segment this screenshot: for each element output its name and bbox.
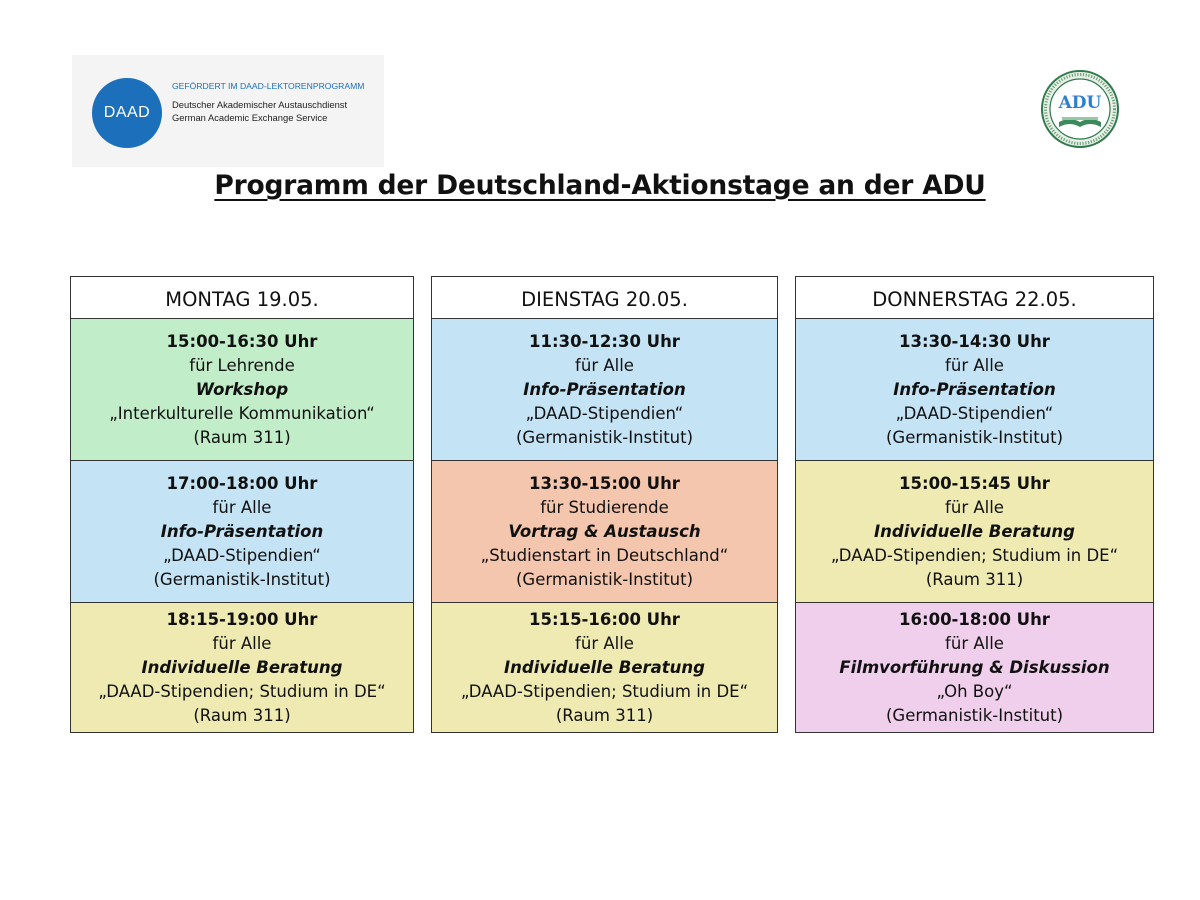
day-heading: DONNERSTAG 22.05. xyxy=(796,277,1153,319)
event-location: (Germanistik-Institut) xyxy=(153,569,331,589)
event-type: Workshop xyxy=(195,379,289,399)
daad-name-de: Deutscher Akademischer Austauschdienst xyxy=(172,99,348,110)
adu-logo-text: ADU xyxy=(1058,93,1102,113)
event-location: (Raum 311) xyxy=(925,569,1024,589)
day-column-monday xyxy=(70,276,414,733)
event-location: (Germanistik-Institut) xyxy=(885,705,1064,725)
event-time: 15:00-15:45 Uhr xyxy=(899,473,1050,493)
event-time: 17:00-18:00 Uhr xyxy=(166,473,318,493)
event-time: 13:30-15:00 Uhr xyxy=(529,473,680,493)
event-location: (Germanistik-Institut) xyxy=(515,427,694,447)
event-time: 15:00-16:30 Uhr xyxy=(166,331,318,351)
event-type: Individuelle Beratung xyxy=(504,657,705,677)
event-location: (Germanistik-Institut) xyxy=(885,427,1064,447)
event-time: 15:15-16:00 Uhr xyxy=(529,609,680,629)
event-cell xyxy=(71,461,413,603)
day-column-tuesday xyxy=(431,276,778,733)
event-cell xyxy=(796,461,1153,603)
event-time: 18:15-19:00 Uhr xyxy=(166,609,318,629)
event-audience: für Alle xyxy=(575,355,634,375)
page-title: Programm der Deutschland-Aktionstage an der ADU xyxy=(214,170,986,201)
event-type: Individuelle Beratung xyxy=(874,521,1075,541)
event-audience: für Alle xyxy=(575,633,634,653)
day-column-thursday xyxy=(795,276,1154,733)
event-time: 13:30-14:30 Uhr xyxy=(899,331,1050,351)
event-audience: für Alle xyxy=(945,633,1004,653)
daad-name-en: German Academic Exchange Service xyxy=(172,112,328,123)
event-cell xyxy=(71,603,413,732)
event-cell xyxy=(432,461,777,603)
event-audience: für Studierende xyxy=(540,497,669,517)
event-cell xyxy=(432,603,777,732)
event-location: (Raum 311) xyxy=(193,427,291,447)
event-topic: „Oh Boy“ xyxy=(936,681,1013,701)
event-location: (Raum 311) xyxy=(555,705,654,725)
event-cell xyxy=(796,603,1153,732)
event-topic: „Interkulturelle Kommunikation“ xyxy=(109,403,375,423)
event-cell xyxy=(796,319,1153,461)
event-topic: „Studienstart in Deutschland“ xyxy=(480,545,729,565)
event-topic: „DAAD-Stipendien“ xyxy=(163,545,321,565)
event-cell xyxy=(432,319,777,461)
event-type: Individuelle Beratung xyxy=(141,657,343,677)
event-cell xyxy=(71,319,413,461)
event-type: Info-Präsentation xyxy=(160,521,324,541)
event-time: 16:00-18:00 Uhr xyxy=(899,609,1050,629)
daad-tagline: GEFÖRDERT IM DAAD-LEKTORENPROGRAMM xyxy=(172,81,365,91)
day-heading: MONTAG 19.05. xyxy=(71,277,413,319)
daad-logo xyxy=(72,55,384,167)
event-audience: für Lehrende xyxy=(189,355,295,375)
event-audience: für Alle xyxy=(945,497,1004,517)
event-audience: für Alle xyxy=(212,497,272,517)
daad-badge: DAAD xyxy=(92,78,162,148)
event-audience: für Alle xyxy=(212,633,272,653)
event-topic: „DAAD-Stipendien“ xyxy=(525,403,684,423)
event-location: (Raum 311) xyxy=(193,705,291,725)
event-audience: für Alle xyxy=(945,355,1004,375)
event-location: (Germanistik-Institut) xyxy=(515,569,694,589)
event-time: 11:30-12:30 Uhr xyxy=(529,331,680,351)
event-topic: „DAAD-Stipendien; Studium in DE“ xyxy=(830,545,1119,565)
event-topic: „DAAD-Stipendien; Studium in DE“ xyxy=(98,681,386,701)
event-type: Info-Präsentation xyxy=(893,379,1056,399)
event-type: Info-Präsentation xyxy=(523,379,686,399)
day-heading: DIENSTAG 20.05. xyxy=(432,277,777,319)
event-topic: „DAAD-Stipendien“ xyxy=(895,403,1054,423)
event-type: Filmvorführung & Diskussion xyxy=(839,657,1110,677)
event-topic: „DAAD-Stipendien; Studium in DE“ xyxy=(460,681,749,701)
event-type: Vortrag & Austausch xyxy=(508,521,701,541)
adu-logo xyxy=(1041,70,1119,148)
